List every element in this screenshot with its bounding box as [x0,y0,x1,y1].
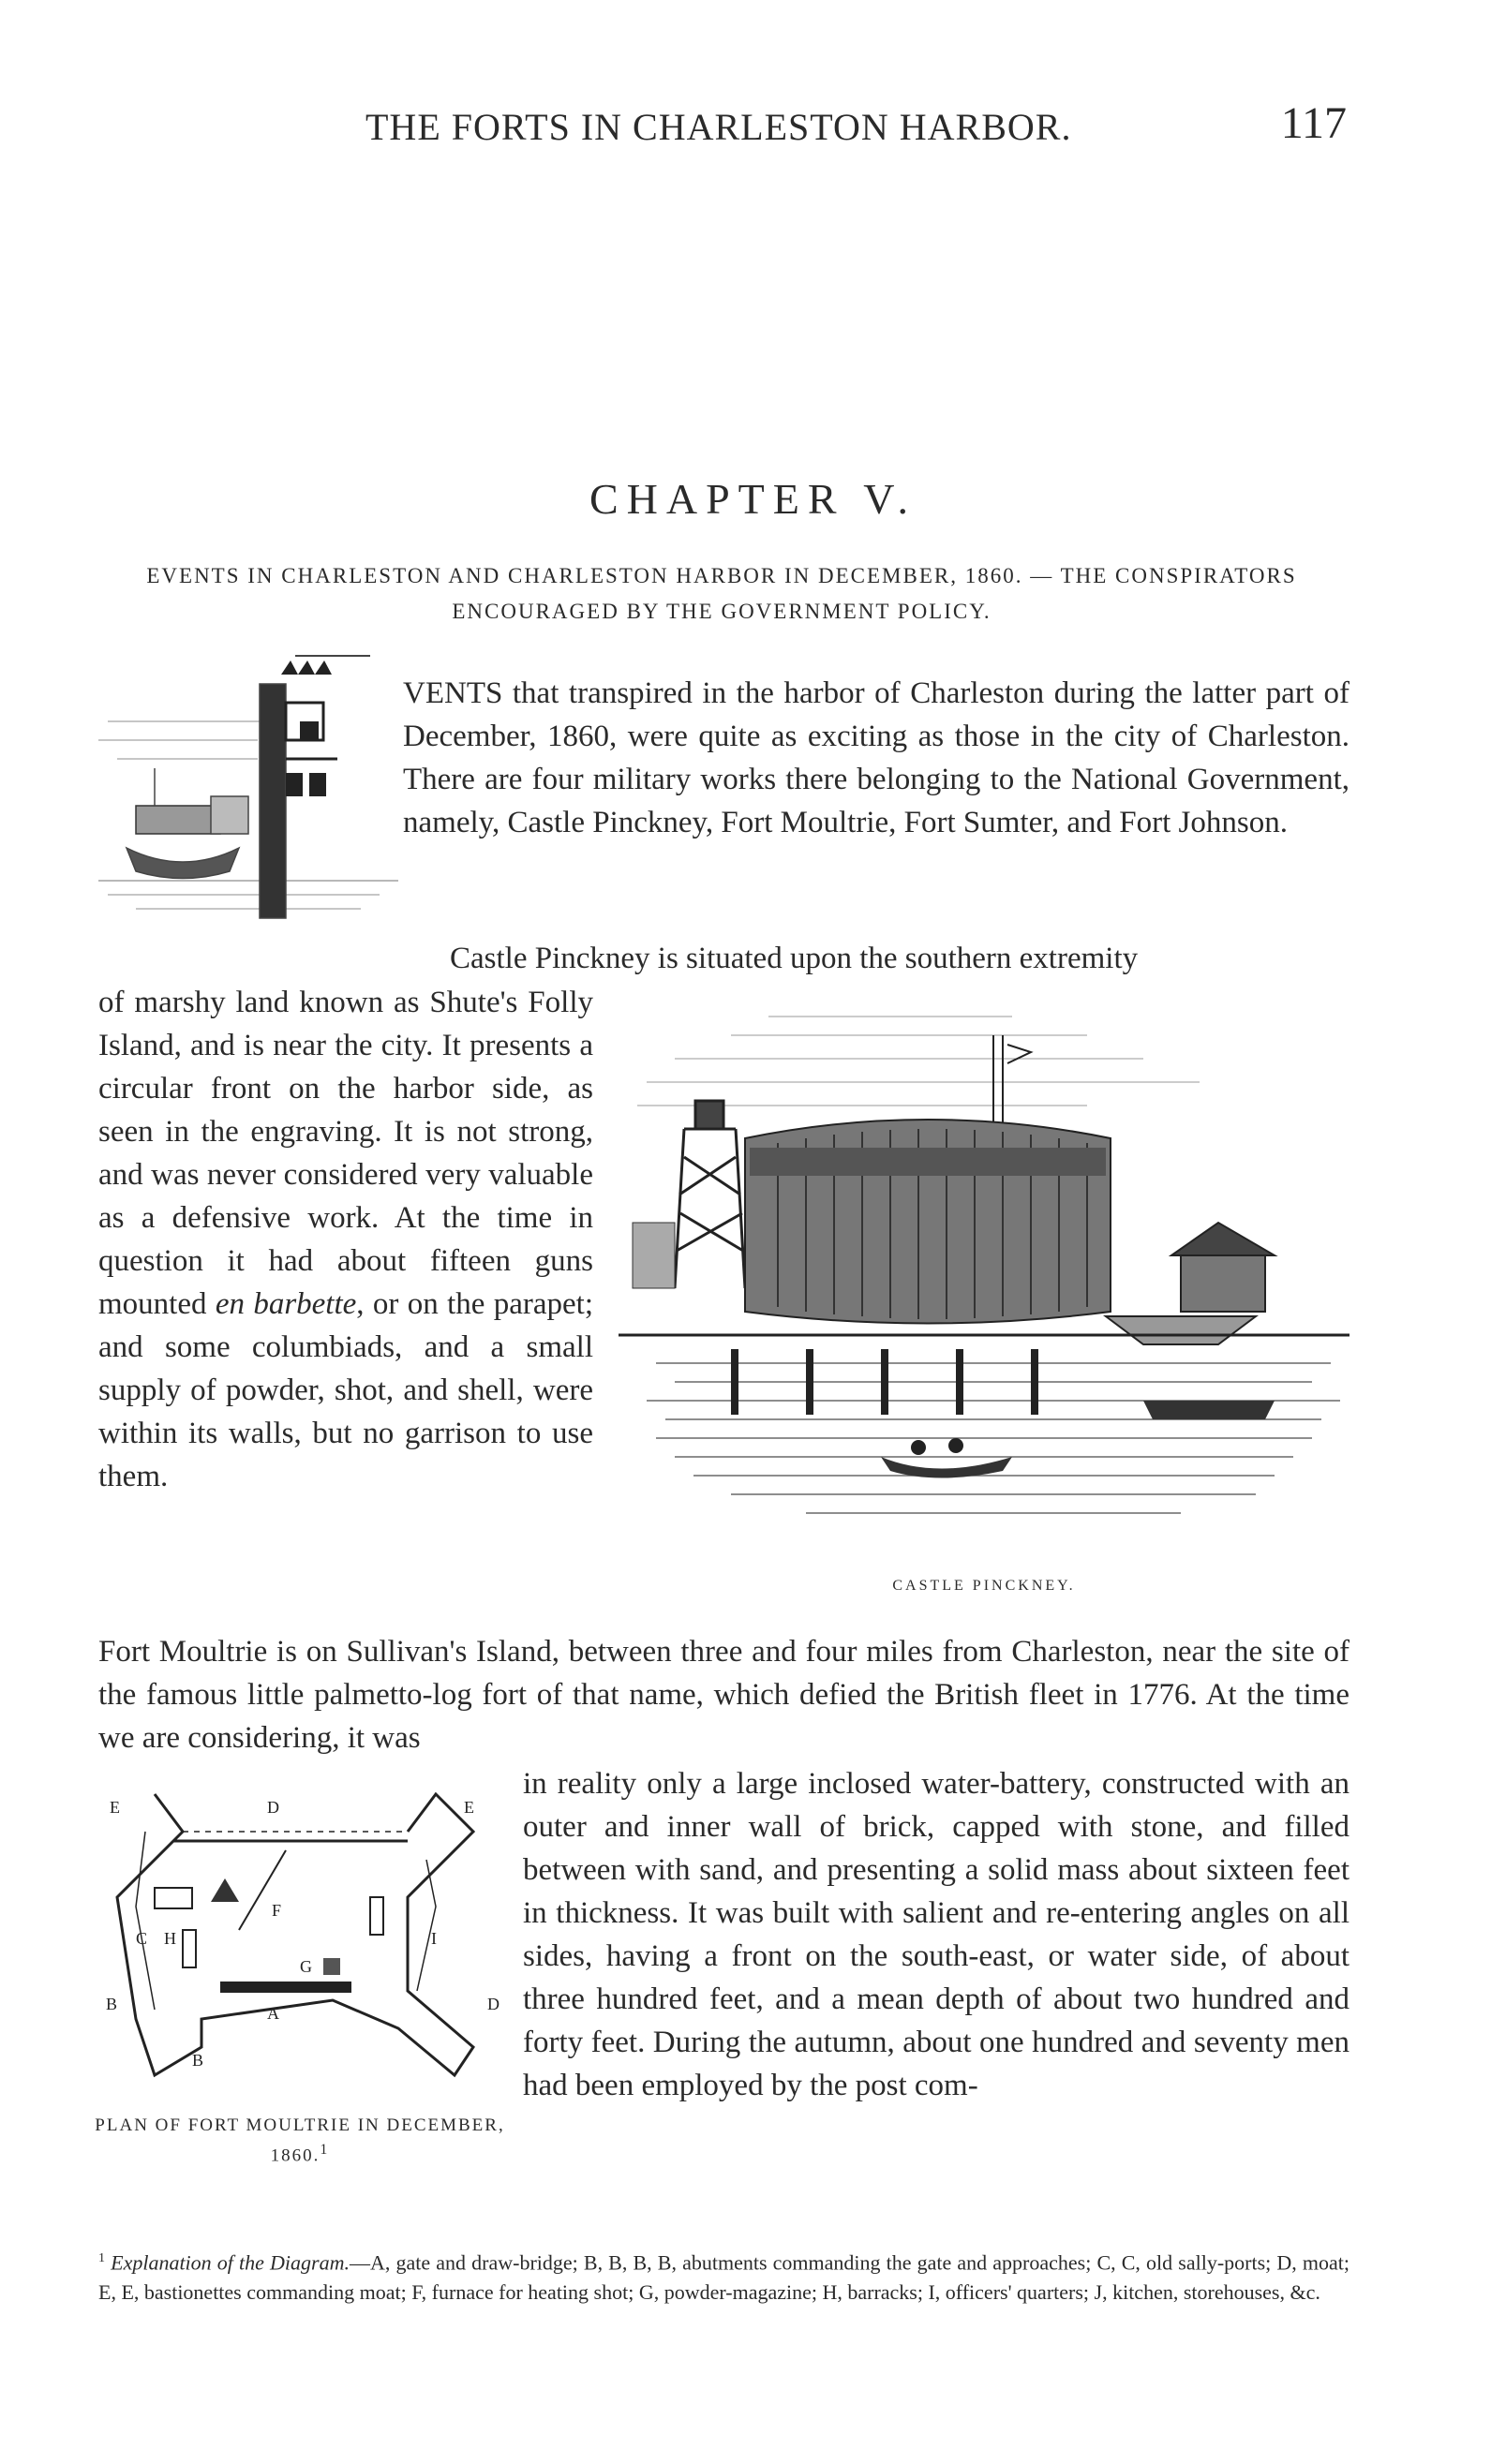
castle-text: of marshy land known as Shute's Folly Island, and is near the city. It presents a circular front on the harbor side, as seen in the engraving. It is not strong, and was never considered very valuable as a defensive work. At the time in question it had about fifteen guns mounted [98,986,593,1321]
castle-text-tail: , or on the parapet; and some columbiads, and a small supply of powder, shot, and shell, were within its walls, but no garrison to use them. [98,1287,593,1493]
chapter-synopsis: EVENTS IN CHARLESTON AND CHARLESTON HARBOR IN DECEMBER, 1860. — THE CONSPIRATORS ENCOURAGED BY THE GOVERNMENT POLICY. [146,564,1297,623]
diagram-label-a: A [267,2004,279,2023]
footnote-label: Explanation of the Diagram. [111,2250,350,2275]
illustrated-initial-vignette [98,646,398,956]
diagram-label-i: I [431,1929,437,1948]
footnote-mark: 1 [98,2251,105,2265]
chapter-title: CHAPTER V. [589,475,917,523]
diagram-label-b-lower: B [192,2051,204,2070]
paragraph-intro-text: VENTS that transpired in the harbor of Charleston during the latter part of December, 1860, were quite as exciting as those in the city of Charleston. There are four military works there belonging to the National Government, namely, Castle Pinckney, Fort Moultrie, Fort Sumter, and Fort Johnson. [403,676,1349,839]
diagram-label-d-top: D [267,1798,279,1817]
footnote [98,2244,1349,2308]
diagram-label-f: F [272,1901,282,1920]
paragraph-fort-moultrie: Fort Moultrie is on Sullivan's Island, between three and four miles from Charleston, near the site of the famous little palmetto-log fort of that name, which defied the British fleet in 1776. At the time we are considering, it was [98,1635,1349,1755]
diagram-label-e-left: E [110,1798,120,1817]
diagram-caption [94,2114,506,2168]
diagram-caption-footnote-mark: 1 [320,2142,330,2158]
page-number: 117 [1280,98,1347,148]
diagram-label-c: C [136,1929,148,1948]
paragraph-castle-lead: Castle Pinckney is situated upon the southern extremity [450,942,1139,975]
castle-italic-term: en barbette [215,1287,357,1321]
diagram-label-e-right: E [464,1798,474,1817]
diagram-label-b-left: B [106,1995,118,2013]
diagram-label-h: H [164,1929,176,1948]
paragraph-castle-pinckney [98,981,593,1498]
fort-moultrie-plan-diagram [98,1775,511,2103]
running-head: THE FORTS IN CHARLESTON HARBOR. [365,106,1072,148]
castle-pinckney-engraving [619,1007,1349,1551]
diagram-label-g: G [300,1957,312,1976]
diagram-caption-text: PLAN OF FORT MOULTRIE IN DECEMBER, 1860. [95,2115,505,2166]
diagram-label-d-right: D [487,1995,500,2013]
paragraph-intro [403,672,1349,844]
engraving-caption: CASTLE PINCKNEY. [892,1578,1076,1594]
paragraph-fort-moultrie-continued: in reality only a large inclosed water-battery, constructed with an outer and inner wall of brick, capped with stone, and filled between with sand, and presenting a solid mass about sixteen feet in thickness. It was built with salient and re-entering angles on all sides, having a front on the south-east, or water side, of about three hundred feet, and a mean depth of about two hundred and forty feet. During the autumn, about one hundred and seventy men had been employed by the post com- [523,1767,1349,2102]
footnote-text: —A, gate and draw-bridge; B, B, B, B, abutments commanding the gate and approaches; C, C, old sally-ports; D, moat; E, E, bastionettes commanding moat; F, furnace for heating shot; G, powder-magazine; H, barracks; I, officers' quarters; J, kitchen, storehouses, &c. [98,2250,1350,2305]
